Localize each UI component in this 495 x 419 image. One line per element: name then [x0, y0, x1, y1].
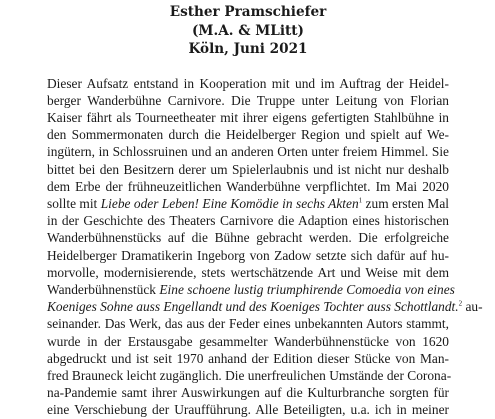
text-line: [47, 298, 483, 315]
text-line: [47, 315, 449, 332]
text-run: ingütern, in Schlossruinen und an anderen Orten unter freiem Himmel. Sie: [47, 144, 449, 160]
text-run: sollte mit: [47, 195, 101, 211]
text-line: [47, 92, 449, 109]
author-place-date: Köln, Juni 2021: [188, 41, 308, 57]
author-name: Esther Pramschiefer: [169, 4, 327, 20]
author-block: [47, 3, 449, 59]
text-line: [47, 75, 449, 92]
text-run: Wanderbühnenstück: [47, 281, 160, 297]
text-line: [47, 195, 449, 212]
text-line: [47, 109, 449, 126]
text-line: [47, 161, 449, 178]
text-line: [47, 384, 449, 401]
text-run: abgedruckt und ist seit 1970 anhand der Edition dieser Stücke von Man-: [47, 350, 449, 366]
text-run: na-Pandemie samt ihrer Auswirkungen auf die Kulturbranche sorgten für: [47, 385, 449, 401]
text-run: wurde in der Erstausgabe gesammelter Wanderbühnenstücke von 1620: [47, 333, 449, 349]
text-line: [47, 281, 455, 298]
text-run: Heidelberger Dramatikerin Ingeborg von Zadow setzte sich dafür auf hu-: [47, 247, 449, 263]
text-line: [47, 126, 449, 143]
text-line: [47, 178, 449, 195]
text-line: [47, 143, 449, 160]
text-run: seinander. Das Werk, das aus der Feder eines unbekannten Autors stammt,: [47, 316, 449, 332]
text-line: [47, 264, 449, 281]
text-run: bittet bei den Besitzern derer um Spielerlaubnis und ist nicht nur deshalb: [47, 161, 449, 177]
text-run: berger Wanderbühne Carnivore. Die Truppe unter Leitung von Florian: [47, 92, 449, 108]
footnote-marker[interactable]: 2: [458, 299, 463, 308]
italic-title: Eine schoene lustig triumphirende Comoedia von eines: [159, 281, 455, 297]
italic-title: Koeniges Sohne auss Engellandt und des Koeniges Tochter auss Schottlandt.: [47, 299, 459, 315]
italic-title: Liebe oder Leben! Eine Komödie in sechs Akten: [100, 195, 359, 211]
text-run: au-: [462, 299, 483, 315]
text-run: eine Verschiebung der Uraufführung. Alle Beteiligten, u.a. ich in meiner: [47, 402, 449, 418]
text-line: [47, 229, 449, 246]
body-paragraph: [47, 75, 483, 419]
text-run: dem Erbe der frühneuzeitlichen Wanderbühne verpflichtet. Im Mai 2020: [47, 178, 449, 194]
author-degrees: (M.A. & MLitt): [192, 22, 304, 39]
text-run: in der Geschichte des Theaters Carnivore die Adaption eines historischen: [47, 213, 449, 229]
text-line: [47, 247, 449, 264]
text-run: fred Brauneck leicht zugänglich. Die unerfreulichen Umstände der Corona-: [47, 367, 452, 383]
text-run: Kaiser fährt als Tourneetheater mit ihrer eigens gefertigten Stahlbühne in: [47, 109, 449, 125]
footnote-marker[interactable]: 1: [358, 196, 363, 205]
text-line: [47, 367, 452, 384]
text-run: zum ersten Mal: [362, 195, 449, 211]
text-run: Wanderbühnenstücks auf die Bühne gebracht werden. Die erfolgreiche: [47, 230, 449, 246]
text-run: den Sommermonaten durch die Heidelberger Region und spielt auf We-: [47, 127, 449, 143]
text-run: Dieser Aufsatz entstand in Kooperation mit und im Auftrag der Heidel-: [47, 75, 449, 91]
text-run: morvolle, modernisierende, stets wertschätzende Art und Weise mit dem: [47, 264, 449, 280]
text-line: [47, 401, 449, 418]
document-page: [47, 0, 483, 418]
text-line: [47, 350, 449, 367]
text-line: [47, 333, 449, 350]
text-line: [47, 212, 449, 229]
